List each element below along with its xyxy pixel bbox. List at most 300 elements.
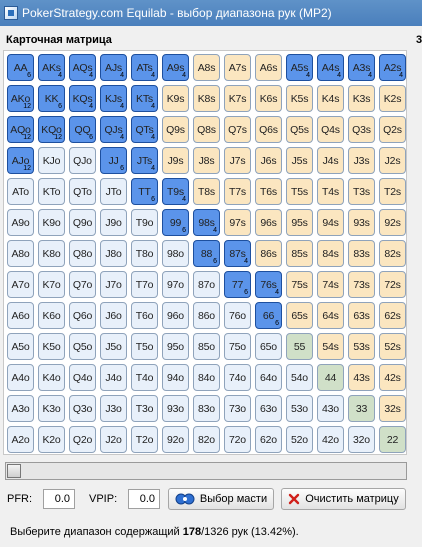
hand-cell-AJs[interactable] xyxy=(100,54,127,81)
hand-cell-Q6s[interactable] xyxy=(255,116,282,143)
hand-cell-33[interactable] xyxy=(348,395,375,422)
hand-label: 55 xyxy=(293,340,306,353)
hand-cell-T9s[interactable] xyxy=(162,178,189,205)
hand-label: Q3s xyxy=(352,123,371,136)
hand-label: T8s xyxy=(198,185,215,198)
hand-label: KQo xyxy=(41,123,62,136)
combo-count: 6 xyxy=(89,134,93,141)
hand-label: J3o xyxy=(105,402,122,415)
hand-cell-T9o[interactable] xyxy=(131,209,158,236)
hand-label: Q7o xyxy=(72,278,93,291)
hand-cell-98s[interactable] xyxy=(193,209,220,236)
hand-label: 83o xyxy=(198,402,215,415)
hand-cell-ATs[interactable] xyxy=(131,54,158,81)
hand-cell-86s[interactable] xyxy=(255,240,282,267)
hand-cell-K7s[interactable] xyxy=(224,85,251,112)
hand-cell-K6s[interactable] xyxy=(255,85,282,112)
combo-count: 4 xyxy=(337,72,341,79)
hand-cell-76s[interactable] xyxy=(255,271,282,298)
hand-label: 76o xyxy=(229,309,246,322)
hand-cell-K8s[interactable] xyxy=(193,85,220,112)
hand-cell-ATo[interactable] xyxy=(7,178,34,205)
combo-count: 6 xyxy=(58,103,62,110)
hand-label: Q6s xyxy=(259,123,278,136)
hand-label: KTs xyxy=(136,92,153,105)
hand-cell-Q9o[interactable] xyxy=(69,209,96,236)
title-bar xyxy=(0,0,422,26)
hand-cell-A7s[interactable] xyxy=(224,54,251,81)
hand-cell-J4o[interactable] xyxy=(100,364,127,391)
hand-cell-AQo[interactable] xyxy=(7,116,34,143)
hand-cell-T2s[interactable] xyxy=(379,178,406,205)
hand-cell-J3s[interactable] xyxy=(348,147,375,174)
combo-count: 4 xyxy=(368,72,372,79)
hand-cell-72o[interactable] xyxy=(224,426,251,453)
hand-cell-52o[interactable] xyxy=(286,426,313,453)
hand-cell-63o[interactable] xyxy=(255,395,282,422)
hand-label: 75o xyxy=(229,340,246,353)
hand-cell-94o[interactable] xyxy=(162,364,189,391)
hand-label: J9o xyxy=(105,216,122,229)
hand-cell-83o[interactable] xyxy=(193,395,220,422)
hand-cell-74s[interactable] xyxy=(317,271,344,298)
hand-cell-K3o[interactable] xyxy=(38,395,65,422)
hand-label: K9s xyxy=(166,92,185,105)
hand-cell-J8o[interactable] xyxy=(100,240,127,267)
hand-cell-95s[interactable] xyxy=(286,209,313,236)
hand-cell-55[interactable] xyxy=(286,333,313,360)
hand-cell-54o[interactable] xyxy=(286,364,313,391)
matrix-title: Карточная матрица xyxy=(6,34,112,46)
hand-cell-A6s[interactable] xyxy=(255,54,282,81)
hand-label: 94s xyxy=(322,216,339,229)
range-slider[interactable] xyxy=(5,462,407,480)
hand-cell-Q7s[interactable] xyxy=(224,116,251,143)
hand-label: Q2s xyxy=(383,123,402,136)
hand-label: Q3o xyxy=(72,402,93,415)
hand-cell-QTs[interactable] xyxy=(131,116,158,143)
hand-label: 73s xyxy=(353,278,370,291)
hand-cell-TT[interactable] xyxy=(131,178,158,205)
hand-label: K9o xyxy=(42,216,61,229)
hand-cell-Q2o[interactable] xyxy=(69,426,96,453)
hand-cell-AJo[interactable] xyxy=(7,147,34,174)
hand-cell-92s[interactable] xyxy=(379,209,406,236)
app-icon xyxy=(4,6,18,20)
hand-cell-99[interactable] xyxy=(162,209,189,236)
hand-label: QQ xyxy=(74,123,91,136)
hand-label: K3s xyxy=(352,92,371,105)
hand-label: ATo xyxy=(12,185,29,198)
hand-cell-32o[interactable] xyxy=(348,426,375,453)
hand-label: KJs xyxy=(105,92,122,105)
hand-cell-86o[interactable] xyxy=(193,302,220,329)
hand-label: K4o xyxy=(42,371,61,384)
hand-label: Q5o xyxy=(72,340,93,353)
hand-cell-T5o[interactable] xyxy=(131,333,158,360)
hand-cell-64o[interactable] xyxy=(255,364,282,391)
hand-cell-QTo[interactable] xyxy=(69,178,96,205)
hand-cell-A8s[interactable] xyxy=(193,54,220,81)
hand-cell-83s[interactable] xyxy=(348,240,375,267)
hand-label: A3s xyxy=(352,61,371,74)
hand-cell-87s[interactable] xyxy=(224,240,251,267)
combo-count: 4 xyxy=(120,72,124,79)
hand-cell-Q9s[interactable] xyxy=(162,116,189,143)
hand-cell-JJ[interactable] xyxy=(100,147,127,174)
hand-cell-J8s[interactable] xyxy=(193,147,220,174)
hand-cell-Q8o[interactable] xyxy=(69,240,96,267)
hand-cell-85s[interactable] xyxy=(286,240,313,267)
hand-cell-QJs[interactable] xyxy=(100,116,127,143)
side-panel-label: 3 xyxy=(416,34,422,46)
hand-cell-K4o[interactable] xyxy=(38,364,65,391)
hand-label: A3o xyxy=(11,402,30,415)
hand-label: 62o xyxy=(260,433,277,446)
hand-cell-96s[interactable] xyxy=(255,209,282,236)
hand-cell-J5o[interactable] xyxy=(100,333,127,360)
hand-label: 63s xyxy=(353,309,370,322)
hand-label: K2o xyxy=(42,433,61,446)
hand-cell-J2o[interactable] xyxy=(100,426,127,453)
hand-label: AJo xyxy=(11,154,30,167)
hand-cell-K9s[interactable] xyxy=(162,85,189,112)
hand-cell-Q3o[interactable] xyxy=(69,395,96,422)
hand-cell-A2s[interactable] xyxy=(379,54,406,81)
hand-cell-Q8s[interactable] xyxy=(193,116,220,143)
hand-label: 86s xyxy=(260,247,277,260)
hand-cell-T3o[interactable] xyxy=(131,395,158,422)
hand-cell-AQs[interactable] xyxy=(69,54,96,81)
hand-cell-T5s[interactable] xyxy=(286,178,313,205)
combo-count: 12 xyxy=(23,165,31,172)
hand-cell-66[interactable] xyxy=(255,302,282,329)
hand-cell-QQ[interactable] xyxy=(69,116,96,143)
hand-cell-AKo[interactable] xyxy=(7,85,34,112)
hand-cell-KQs[interactable] xyxy=(69,85,96,112)
hand-cell-Q7o[interactable] xyxy=(69,271,96,298)
hand-label: T7s xyxy=(229,185,246,198)
hand-label: 22 xyxy=(386,433,399,446)
hand-cell-93o[interactable] xyxy=(162,395,189,422)
hand-cell-K6o[interactable] xyxy=(38,302,65,329)
hand-cell-J6s[interactable] xyxy=(255,147,282,174)
hand-label: AQs xyxy=(72,61,93,74)
hand-cell-T3s[interactable] xyxy=(348,178,375,205)
combo-count: 4 xyxy=(244,258,248,265)
hand-cell-42s[interactable] xyxy=(379,364,406,391)
hand-cell-72s[interactable] xyxy=(379,271,406,298)
hand-cell-75o[interactable] xyxy=(224,333,251,360)
hand-cell-Q4o[interactable] xyxy=(69,364,96,391)
hand-cell-A6o[interactable] xyxy=(7,302,34,329)
hand-cell-87o[interactable] xyxy=(193,271,220,298)
hand-label: T9s xyxy=(167,185,184,198)
clear-matrix-button[interactable] xyxy=(281,488,406,510)
hand-label: T3o xyxy=(135,402,154,415)
hand-label: K4s xyxy=(321,92,340,105)
range-slider-thumb[interactable] xyxy=(7,464,21,478)
hand-cell-75s[interactable] xyxy=(286,271,313,298)
hand-label: KQs xyxy=(72,92,93,105)
hand-cell-T8s[interactable] xyxy=(193,178,220,205)
hand-label: T3s xyxy=(353,185,370,198)
hand-label: T7o xyxy=(135,278,154,291)
hand-cell-53o[interactable] xyxy=(286,395,313,422)
hand-cell-K2o[interactable] xyxy=(38,426,65,453)
hand-cell-J7s[interactable] xyxy=(224,147,251,174)
hand-cell-A3o[interactable] xyxy=(7,395,34,422)
hand-label: KJo xyxy=(42,154,61,167)
combo-count: 4 xyxy=(89,72,93,79)
hand-cell-74o[interactable] xyxy=(224,364,251,391)
hand-label: 84s xyxy=(322,247,339,260)
hand-cell-T4o[interactable] xyxy=(131,364,158,391)
hand-cell-K2s[interactable] xyxy=(379,85,406,112)
hand-cell-KQo[interactable] xyxy=(38,116,65,143)
hand-cell-J9s[interactable] xyxy=(162,147,189,174)
hand-cell-A9s[interactable] xyxy=(162,54,189,81)
hand-cell-KK[interactable] xyxy=(38,85,65,112)
hand-label: T4o xyxy=(135,371,154,384)
hand-cell-93s[interactable] xyxy=(348,209,375,236)
hand-cell-J2s[interactable] xyxy=(379,147,406,174)
combo-count: 12 xyxy=(54,134,62,141)
hand-label: 53o xyxy=(291,402,308,415)
combo-count: 4 xyxy=(182,72,186,79)
hand-cell-K3s[interactable] xyxy=(348,85,375,112)
pfr-field[interactable]: 0.0 xyxy=(43,489,75,509)
hand-cell-73s[interactable] xyxy=(348,271,375,298)
hand-cell-J9o[interactable] xyxy=(100,209,127,236)
hand-cell-95o[interactable] xyxy=(162,333,189,360)
hand-label: K7o xyxy=(42,278,61,291)
hand-label: 53s xyxy=(353,340,370,353)
hand-cell-K5s[interactable] xyxy=(286,85,313,112)
status-prefix: Выберите диапазон содержащий xyxy=(10,526,183,538)
hand-cell-K7o[interactable] xyxy=(38,271,65,298)
hand-label: Q9s xyxy=(166,123,185,136)
hand-cell-84o[interactable] xyxy=(193,364,220,391)
hand-cell-43s[interactable] xyxy=(348,364,375,391)
hand-label: 97o xyxy=(167,278,184,291)
combo-count: 4 xyxy=(151,72,155,79)
hand-cell-32s[interactable] xyxy=(379,395,406,422)
hand-cell-52s[interactable] xyxy=(379,333,406,360)
hand-cell-T7o[interactable] xyxy=(131,271,158,298)
vpip-field[interactable]: 0.0 xyxy=(128,489,160,509)
hand-label: 72s xyxy=(384,278,401,291)
hand-label: 62s xyxy=(384,309,401,322)
hand-label: 84o xyxy=(198,371,215,384)
hand-cell-K5o[interactable] xyxy=(38,333,65,360)
hand-cell-65o[interactable] xyxy=(255,333,282,360)
hand-label: 97s xyxy=(229,216,246,229)
hand-cell-65s[interactable] xyxy=(286,302,313,329)
hand-cell-AA[interactable] xyxy=(7,54,34,81)
hand-cell-T6s[interactable] xyxy=(255,178,282,205)
hand-label: 85s xyxy=(291,247,308,260)
hand-cell-J4s[interactable] xyxy=(317,147,344,174)
hand-cell-A5s[interactable] xyxy=(286,54,313,81)
hand-label: AKo xyxy=(10,92,31,105)
hand-cell-T6o[interactable] xyxy=(131,302,158,329)
hand-label: 63o xyxy=(260,402,277,415)
hand-label: JTs xyxy=(136,154,153,167)
hand-label: 99 xyxy=(169,216,182,229)
hand-cell-A3s[interactable] xyxy=(348,54,375,81)
pfr-label: PFR: xyxy=(7,493,33,505)
hand-cell-Q5o[interactable] xyxy=(69,333,96,360)
close-icon xyxy=(288,493,300,505)
hand-label: 65o xyxy=(260,340,277,353)
hand-cell-82s[interactable] xyxy=(379,240,406,267)
hand-cell-97o[interactable] xyxy=(162,271,189,298)
hand-label: KTo xyxy=(42,185,61,198)
hand-label: 43o xyxy=(322,402,339,415)
hand-label: 74s xyxy=(322,278,339,291)
hand-label: T5o xyxy=(135,340,154,353)
hand-label: J5o xyxy=(105,340,122,353)
hand-cell-43o[interactable] xyxy=(317,395,344,422)
hand-cell-Q2s[interactable] xyxy=(379,116,406,143)
hand-cell-KJo[interactable] xyxy=(38,147,65,174)
hand-label: T6o xyxy=(135,309,154,322)
hand-cell-T8o[interactable] xyxy=(131,240,158,267)
hand-cell-22[interactable] xyxy=(379,426,406,453)
hand-label: 85o xyxy=(198,340,215,353)
hand-cell-64s[interactable] xyxy=(317,302,344,329)
hand-cell-Q5s[interactable] xyxy=(286,116,313,143)
hand-cell-54s[interactable] xyxy=(317,333,344,360)
hand-cell-82o[interactable] xyxy=(193,426,220,453)
suit-select-button[interactable] xyxy=(168,488,274,510)
hand-cell-KTo[interactable] xyxy=(38,178,65,205)
hand-label: A9s xyxy=(166,61,185,74)
hand-cell-JTs[interactable] xyxy=(131,147,158,174)
hand-cell-A4o[interactable] xyxy=(7,364,34,391)
hand-cell-T7s[interactable] xyxy=(224,178,251,205)
hand-cell-62s[interactable] xyxy=(379,302,406,329)
hand-cell-J5s[interactable] xyxy=(286,147,313,174)
hand-cell-76o[interactable] xyxy=(224,302,251,329)
hand-cell-T2o[interactable] xyxy=(131,426,158,453)
hand-cell-Q4s[interactable] xyxy=(317,116,344,143)
hand-label: 86o xyxy=(198,309,215,322)
hand-label: T2s xyxy=(384,185,401,198)
hand-label: QJs xyxy=(104,123,123,136)
hand-cell-A9o[interactable] xyxy=(7,209,34,236)
hand-cell-84s[interactable] xyxy=(317,240,344,267)
hand-cell-A2o[interactable] xyxy=(7,426,34,453)
hand-cell-J7o[interactable] xyxy=(100,271,127,298)
hand-cell-A4s[interactable] xyxy=(317,54,344,81)
hand-label: 73o xyxy=(229,402,246,415)
hand-label: A2o xyxy=(11,433,30,446)
suit-select-icon xyxy=(175,493,195,505)
hand-cell-42o[interactable] xyxy=(317,426,344,453)
hand-cell-88[interactable] xyxy=(193,240,220,267)
hand-cell-96o[interactable] xyxy=(162,302,189,329)
combo-count: 6 xyxy=(120,165,124,172)
hand-cell-92o[interactable] xyxy=(162,426,189,453)
hand-cell-J6o[interactable] xyxy=(100,302,127,329)
hand-label: AKs xyxy=(42,61,61,74)
hand-label: QTs xyxy=(135,123,154,136)
hand-label: 52s xyxy=(384,340,401,353)
hand-label: K7s xyxy=(228,92,247,105)
hand-label: 94o xyxy=(167,371,184,384)
hand-cell-53s[interactable] xyxy=(348,333,375,360)
hand-cell-AKs[interactable] xyxy=(38,54,65,81)
hand-cell-KJs[interactable] xyxy=(100,85,127,112)
hand-cell-K8o[interactable] xyxy=(38,240,65,267)
hand-label: 75s xyxy=(291,278,308,291)
hand-cell-98o[interactable] xyxy=(162,240,189,267)
hand-cell-73o[interactable] xyxy=(224,395,251,422)
hand-label: Q9o xyxy=(72,216,93,229)
hand-label: JJ xyxy=(108,154,119,167)
hand-label: Q6o xyxy=(72,309,93,322)
hand-label: 82s xyxy=(384,247,401,260)
hand-cell-K4s[interactable] xyxy=(317,85,344,112)
hand-cell-T4s[interactable] xyxy=(317,178,344,205)
hand-cell-85o[interactable] xyxy=(193,333,220,360)
hand-cell-A8o[interactable] xyxy=(7,240,34,267)
hand-label: Q4o xyxy=(72,371,93,384)
window-title: PokerStrategy.com Equilab - выбор диапазона рук (MP2) xyxy=(22,6,332,20)
hand-label: K8o xyxy=(42,247,61,260)
hand-label: 64o xyxy=(260,371,277,384)
hand-label: 98s xyxy=(198,216,215,229)
hand-cell-63s[interactable] xyxy=(348,302,375,329)
hand-label: A7s xyxy=(228,61,247,74)
hand-label: J8s xyxy=(198,154,215,167)
hand-matrix xyxy=(3,50,407,455)
hand-cell-J3o[interactable] xyxy=(100,395,127,422)
hand-label: AA xyxy=(13,61,28,74)
hand-label: 72o xyxy=(229,433,246,446)
hand-cell-QJo[interactable] xyxy=(69,147,96,174)
hand-cell-JTo[interactable] xyxy=(100,178,127,205)
hand-cell-KTs[interactable] xyxy=(131,85,158,112)
hand-cell-44[interactable] xyxy=(317,364,344,391)
hand-cell-K9o[interactable] xyxy=(38,209,65,236)
hand-label: A8o xyxy=(11,247,30,260)
hand-cell-97s[interactable] xyxy=(224,209,251,236)
hand-label: A9o xyxy=(11,216,30,229)
hand-cell-A5o[interactable] xyxy=(7,333,34,360)
hand-label: 54o xyxy=(291,371,308,384)
hand-label: 93s xyxy=(353,216,370,229)
hand-label: A2s xyxy=(383,61,402,74)
hand-label: J4s xyxy=(322,154,339,167)
hand-label: 33 xyxy=(355,402,368,415)
hand-cell-A7o[interactable] xyxy=(7,271,34,298)
combo-count: 4 xyxy=(151,134,155,141)
hand-label: 87s xyxy=(229,247,246,260)
hand-cell-Q6o[interactable] xyxy=(69,302,96,329)
hand-cell-77[interactable] xyxy=(224,271,251,298)
combo-count: 4 xyxy=(58,72,62,79)
hand-cell-62o[interactable] xyxy=(255,426,282,453)
hand-cell-94s[interactable] xyxy=(317,209,344,236)
hand-label: J9s xyxy=(167,154,184,167)
hand-label: 42s xyxy=(384,371,401,384)
hand-cell-Q3s[interactable] xyxy=(348,116,375,143)
hand-label: 95o xyxy=(167,340,184,353)
combo-count: 12 xyxy=(23,134,31,141)
